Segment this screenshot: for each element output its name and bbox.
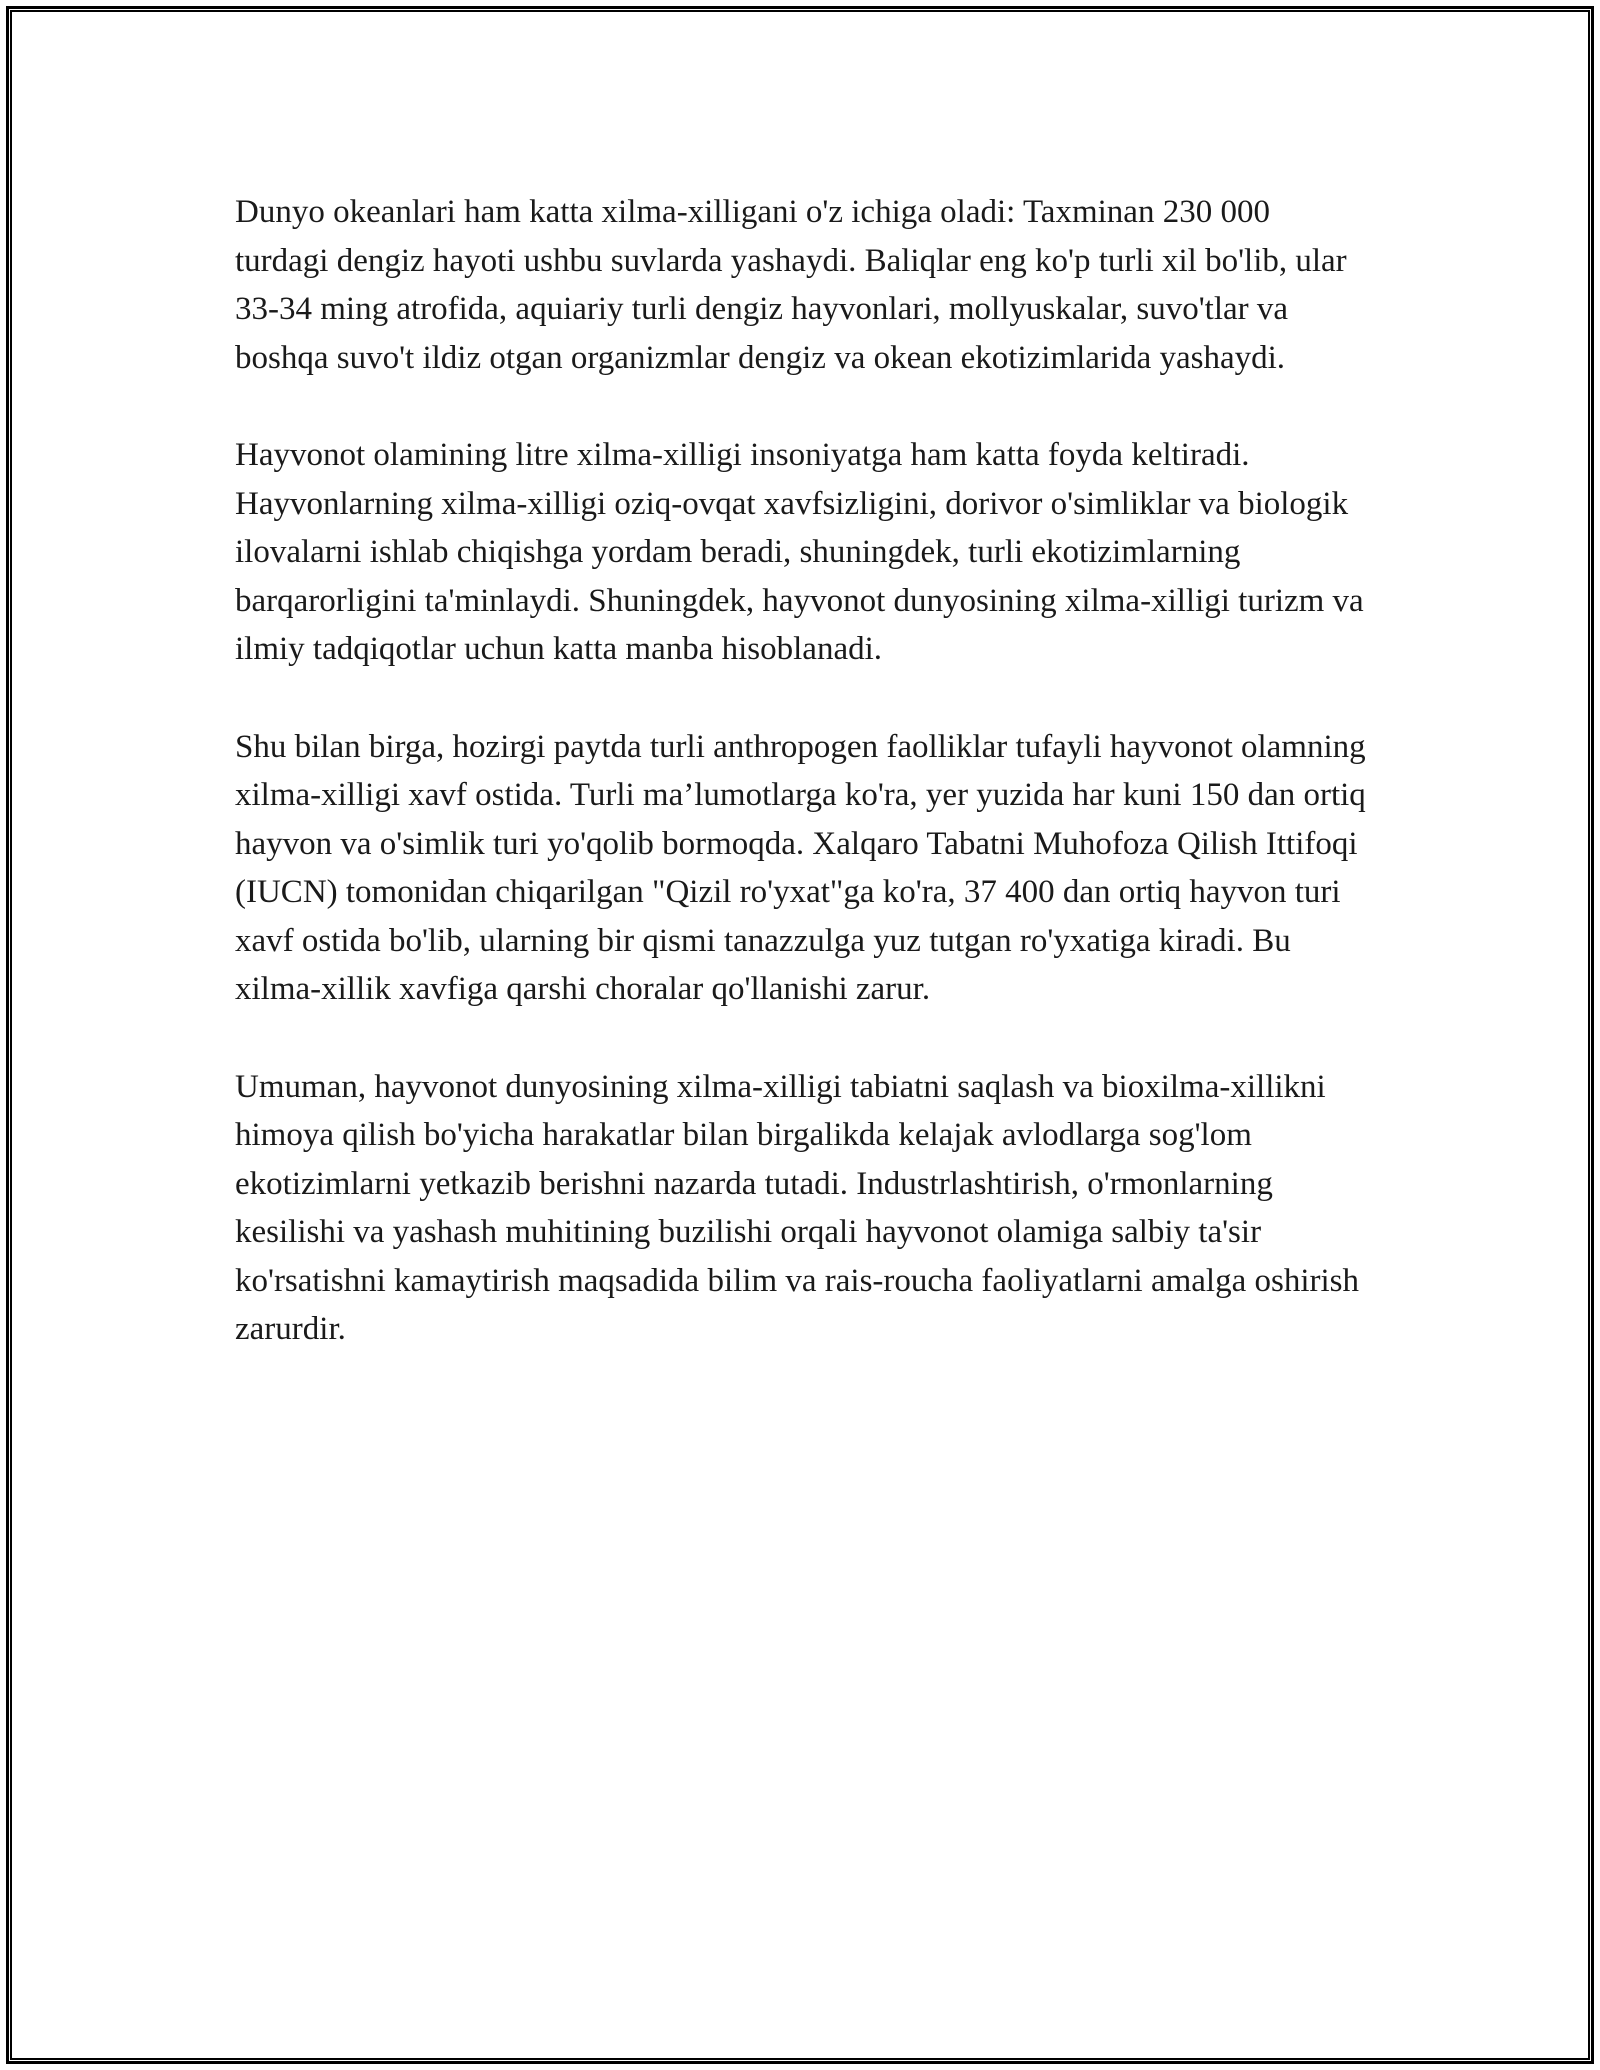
document-body <box>235 188 1370 1403</box>
paragraph-3: Shu bilan birga, hozirgi paytda turli anthropogen faolliklar tufayli hayvonot olamning xilma-xilligi xavf ostida. Turli ma’lumotlarga ko'ra, yer yuzida har kuni 150 dan ortiq hayvon va o'simlik turi yo'qolib bormoqda. Xalqaro Tabatni Muhofoza Qilish Ittifoqi (IUCN) tomonidan chiqarilgan "Qizil ro'yxat"ga ko'ra, 37 400 dan ortiq hayvon turi xavf ostida bo'lib, ularning bir qismi tanazzulga yuz tutgan ro'yxatiga kiradi. Bu xilma-xillik xavfiga qarshi choralar qo'llanishi zarur. <box>235 728 1366 1007</box>
paragraph-4: Umuman, hayvonot dunyosining xilma-xilligi tabiatni saqlash va bioxilma-xillikni himoya qilish bo'yicha harakatlar bilan birgalikda kelajak avlodlarga sog'lom ekotizimlarni yetkazib berishni nazarda tutadi. Industrlashtirish, o'rmonlarning kesilishi va yashash muhitining buzilishi orqali hayvonot olamiga salbiy ta'sir ko'rsatishni kamaytirish maqsadida bilim va rais-roucha faoliyatlarni amalga oshirish zarurdir. <box>235 1068 1359 1347</box>
paragraph-2: Hayvonot olamining litre xilma-xilligi insoniyatga ham katta foyda keltiradi. Hayvonlarning xilma-xilligi oziq-ovqat xavfsizligini, dorivor o'simliklar va biologik ilovalarni ishlab chiqishga yordam beradi, shuningdek, turli ekotizimlarning barqarorligini ta'minlaydi. Shuningdek, hayvonot dunyosining xilma-xilligi turizm va ilmiy tadqiqotlar uchun katta manba hisoblanadi. <box>235 437 1364 667</box>
paragraph-1: Dunyo okeanlari ham katta xilma-xilligani o'z ichiga oladi: Taxminan 230 000 turdagi dengiz hayoti ushbu suvlarda yashaydi. Baliqlar eng ko'p turli xil bo'lib, ular 33-34 ming atrofida, aquiariy turli dengiz hayvonlari, mollyuskalar, suvo'tlar va boshqa suvo't ildiz otgan organizmlar dengiz va okean ekotizimlarida yashaydi. <box>235 194 1347 376</box>
